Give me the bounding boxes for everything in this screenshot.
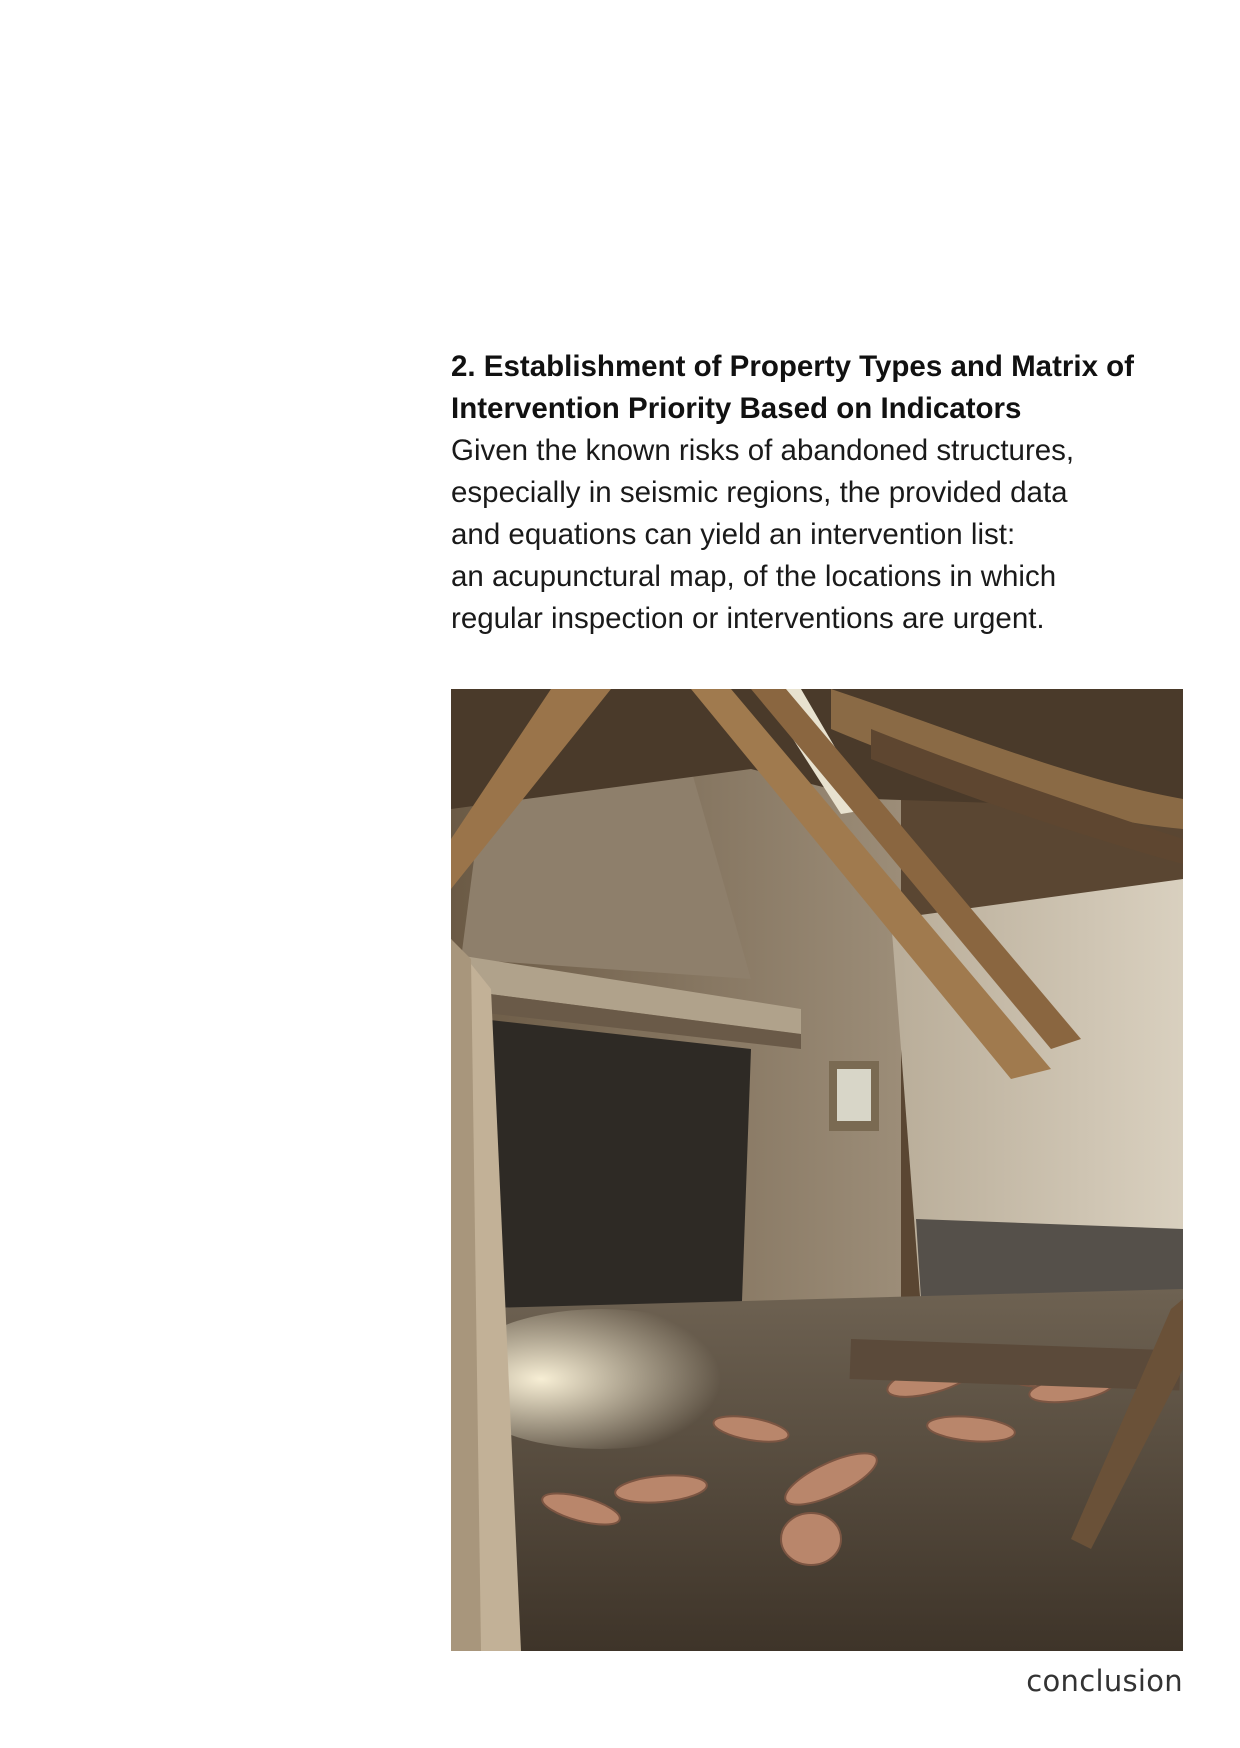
heading-line: 2. Establishment of Property Types and Matrix of [451,350,1135,383]
body-line: regular inspection or interventions are urgent. [451,602,1045,635]
section-heading [451,346,1211,430]
section-body [451,430,1211,640]
abandoned-room-photo [451,689,1183,1651]
body-line: especially in seismic regions, the provided data [451,476,1068,509]
section-text [451,346,1211,640]
body-line: Given the known risks of abandoned structures, [451,434,1075,467]
section-footer-label: conclusion [1026,1664,1183,1698]
heading-line: Intervention Priority Based on Indicators [451,392,1022,425]
body-line: an acupunctural map, of the locations in which [451,560,1057,593]
photo-illustration [451,689,1183,1651]
body-line: and equations can yield an intervention list: [451,518,1016,551]
